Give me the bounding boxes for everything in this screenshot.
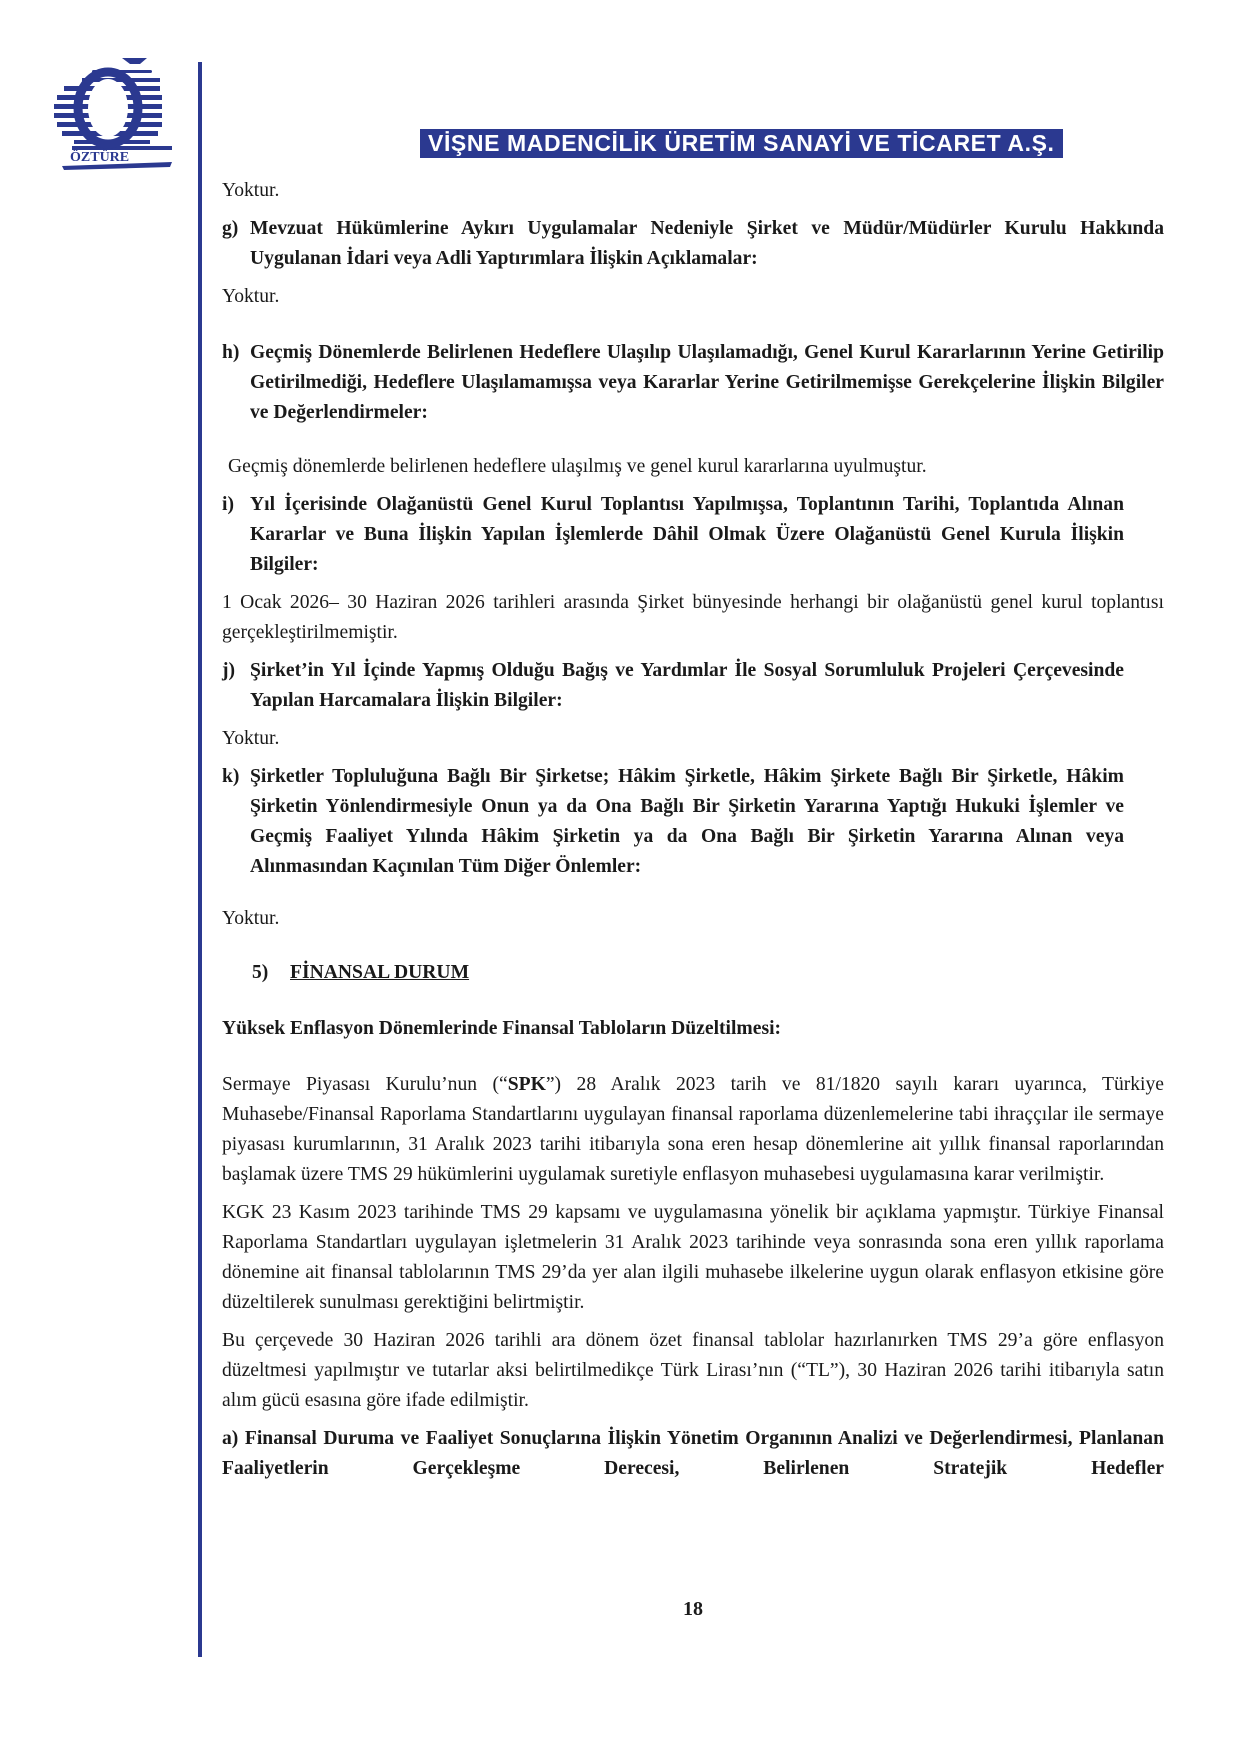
heading-i <box>222 490 1124 580</box>
heading-text: Yıl İçerisinde Olağanüstü Genel Kurul Toplantısı Yapılmışsa, Toplantının Tarihi, Toplantıda Alınan Kararlar ve Buna İlişkin Yapılan İşlemlerde Dâhil Olmak Üzere Olağanüstü Genel Kurula İlişkin Bilgiler: <box>250 494 1124 575</box>
margin-rule <box>198 62 202 1657</box>
page-number: 18 <box>683 1598 703 1620</box>
paragraph-spk <box>222 1070 1164 1190</box>
heading-label: j) <box>222 660 236 681</box>
spk-text-pre: Sermaye Piyasası Kurulu’nun (“ <box>222 1074 508 1095</box>
subheading-inflation: Yüksek Enflasyon Dönemlerinde Finansal Tabloların Düzeltilmesi: <box>222 1018 782 1039</box>
heading-label: k) <box>222 766 240 787</box>
spk-text-post: ”) 28 Aralık 2023 tarih ve 81/1820 sayılı kararı uyarınca, Türkiye Muhasebe/Finansal Raporlama Standartlarını uygulayan finansal raporlama düzenlemelerine tabi ihraççılar ile sermaye piyasası kurumlarının, 31 Aralık 2023 tarihi itibarıyla sona eren hesap dönemlerine ait yıllık finansal raporlarından başlamak üzere TMS 29 hükümlerini uygulamak suretiyle enflasyon muhasebesi uygulamasına karar verilmiştir. <box>222 1074 1164 1185</box>
svg-text:ÖZTÜRE: ÖZTÜRE <box>70 150 130 165</box>
heading-text: Şirket’in Yıl İçinde Yapmış Olduğu Bağış ve Yardımlar İle Sosyal Sorumluluk Projeleri Çerçevesinde Yapılan Harcamalara İlişkin Bilgiler: <box>250 660 1124 711</box>
paragraph-i-text: 1 Ocak 2026– 30 Haziran 2026 tarihleri arasında Şirket bünyesinde herhangi bir olağanüstü genel kurul toplantısı gerçekleştirilmemiştir. <box>222 592 1164 643</box>
heading-h <box>222 338 1164 428</box>
section-title: FİNANSAL DURUM <box>290 962 470 983</box>
paragraph-kgk: KGK 23 Kasım 2023 tarihinde TMS 29 kapsamı ve uygulamasına yönelik bir açıklama yapmıştır. Türkiye Finansal Raporlama Standartları uygulayan işletmelerin 31 Aralık 2023 tarihinde veya sonrasında sona eren yıllık raporlama dönemine ait finansal tablolarının TMS 29’da yer alan ilgili muhasebe ilkelerine uygun olarak enflasyon etkisine göre düzeltilerek sunulması gerektiğini belirtmiştir. <box>222 1202 1164 1313</box>
heading-label: h) <box>222 342 240 363</box>
heading-text: Mevzuat Hükümlerine Aykırı Uygulamalar Nedeniyle Şirket ve Müdür/Müdürler Kurulu Hakkında Uygulanan İdari veya Adli Yaptırımlara İlişkin Açıklamalar: <box>250 218 1164 269</box>
paragraph-yoktur: Yoktur. <box>222 728 280 749</box>
section-number: 5) <box>252 962 269 983</box>
heading-text: Şirketler Topluluğuna Bağlı Bir Şirketse; Hâkim Şirketle, Hâkim Şirkete Bağlı Bir Şirketle, Hâkim Şirketin Yönlendirmesiyle Onun ya da Ona Bağlı Bir Şirketin Yararına Yaptığı Hukuki İşlemler ve Geçmiş Faaliyet Yılında Hâkim Şirketin ya da Ona Bağlı Bir Şirketin Yararına Alınan veya Alınmasından Kaçınılan Tüm Diğer Önlemler: <box>250 766 1124 877</box>
heading-j <box>222 656 1124 716</box>
company-title: VİŞNE MADENCİLİK ÜRETİM SANAYİ VE TİCARET A.Ş. <box>420 129 1063 158</box>
spk-abbrev: SPK <box>507 1074 546 1095</box>
paragraph-bu-cercevede: Bu çerçevede 30 Haziran 2026 tarihli ara dönem özet finansal tablolar hazırlanırken TMS 29’a göre enflasyon düzeltmesi yapılmıştır ve tutarlar aksi belirtilmedikçe Türk Lirası’nın (“TL”), 30 Haziran 2026 tarihi itibarıyla satın alım gücü esasına göre ifade edilmiştir. <box>222 1330 1164 1411</box>
document-body <box>222 176 1164 1484</box>
paragraph-h-text: Geçmiş dönemlerde belirlenen hedeflere ulaşılmış ve genel kurul kararlarına uyulmuştur. <box>228 456 927 477</box>
paragraph-yoktur: Yoktur. <box>222 908 280 929</box>
heading-label: g) <box>222 218 239 239</box>
oztire-logo-icon <box>52 58 182 178</box>
heading-text: Geçmiş Dönemlerde Belirlenen Hedeflere Ulaşılıp Ulaşılamadığı, Genel Kurul Kararlarının Yerine Getirilip Getirilmediği, Hedeflere Ulaşılamamışsa veya Kararlar Yerine Getirilmemişse Gerekçelerine İlişkin Bilgiler ve Değerlendirmeler: <box>250 342 1164 423</box>
heading-g <box>222 214 1164 274</box>
paragraph-yoktur: Yoktur. <box>222 180 280 201</box>
company-logo <box>52 58 182 178</box>
paragraph-yoktur: Yoktur. <box>222 286 280 307</box>
section-heading-5 <box>222 958 1164 988</box>
heading-k <box>222 762 1124 882</box>
heading-a: a) Finansal Duruma ve Faaliyet Sonuçlarına İlişkin Yönetim Organının Analizi ve Değerlendirmesi, Planlanan Faaliyetlerin Gerçekleşme Derecesi, Belirlenen Stratejik Hedefler <box>222 1428 1164 1479</box>
heading-label: i) <box>222 494 234 515</box>
